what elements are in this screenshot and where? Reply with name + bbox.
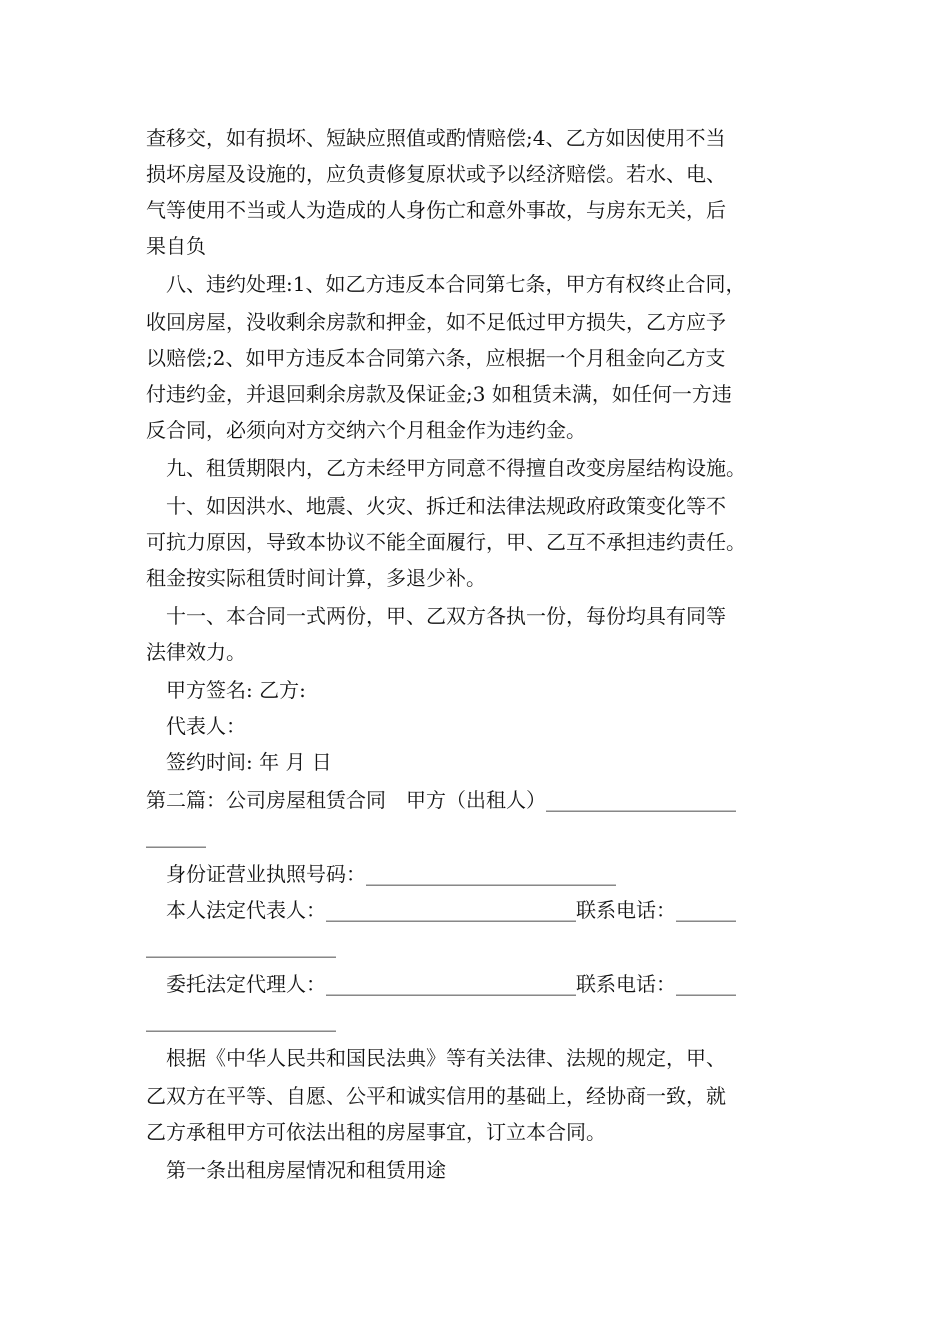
text-line: ___________________ <box>146 1008 336 1032</box>
representative: 代表人： <box>166 714 246 738</box>
section-9: 九、租赁期限内，乙方未经甲方同意不得擅自改变房屋结构设施。 <box>166 456 746 480</box>
text-line: ___________________ <box>146 934 336 958</box>
text-line: 果自负 <box>146 234 206 258</box>
section-8-heading: 八、违约处理:1、如乙方违反本合同第七条，甲方有权终止合同， <box>166 272 746 296</box>
text-line: 租金按实际租赁时间计算，多退少补。 <box>146 566 486 590</box>
text-line: 法律效力。 <box>146 640 246 664</box>
text-line: 收回房屋，没收剩余房款和押金，如不足低过甲方损失，乙方应予 <box>146 310 726 334</box>
text-line: 反合同，必须向对方交纳六个月租金作为违约金。 <box>146 418 586 442</box>
text-line: 乙双方在平等、自愿、公平和诚实信用的基础上，经协商一致，就 <box>146 1084 726 1108</box>
text-line: 可抗力原因，导致本协议不能全面履行，甲、乙互不承担违约责任。 <box>146 530 746 554</box>
text-line: 以赔偿;2、如甲方违反本合同第六条，应根据一个月租金向乙方支 <box>146 346 726 370</box>
section-10: 十、如因洪水、地震、火灾、拆迁和法律法规政府政策变化等不 <box>166 494 726 518</box>
text-line: 乙方承租甲方可依法出租的房屋事宜，订立本合同。 <box>146 1120 606 1144</box>
preamble: 根据《中华人民共和国民法典》等有关法律、法规的规定，甲、 <box>166 1046 726 1070</box>
agent-field: 委托法定代理人：_________________________联系电话：______ <box>166 972 736 996</box>
text-line: 气等使用不当或人为造成的人身伤亡和意外事故，与房东无关，后 <box>146 198 726 222</box>
article-1-heading: 第一条出租房屋情况和租赁用途 <box>166 1158 446 1182</box>
section-11: 十一、本合同一式两份，甲、乙双方各执一份，每份均具有同等 <box>166 604 726 628</box>
part-two-title: 第二篇：公司房屋租赁合同 甲方（出租人）___________________ <box>146 788 736 812</box>
signing-date: 签约时间: 年 月 日 <box>166 750 332 774</box>
text-line: 付违约金，并退回剩余房款及保证金;3 如租赁未满，如任何一方违 <box>146 382 732 406</box>
text-line: 损坏房屋及设施的，应负责修复原状或予以经济赔偿。若水、电、 <box>146 162 726 186</box>
text-line: ______ <box>146 824 206 848</box>
legal-representative-field: 本人法定代表人：_________________________联系电话：______ <box>166 898 736 922</box>
id-number-field: 身份证营业执照号码：_________________________ <box>166 862 616 886</box>
party-a-signature: 甲方签名: 乙方: <box>166 678 306 702</box>
text-line: 查移交，如有损坏、短缺应照值或酌情赔偿;4、乙方如因使用不当 <box>146 126 726 150</box>
